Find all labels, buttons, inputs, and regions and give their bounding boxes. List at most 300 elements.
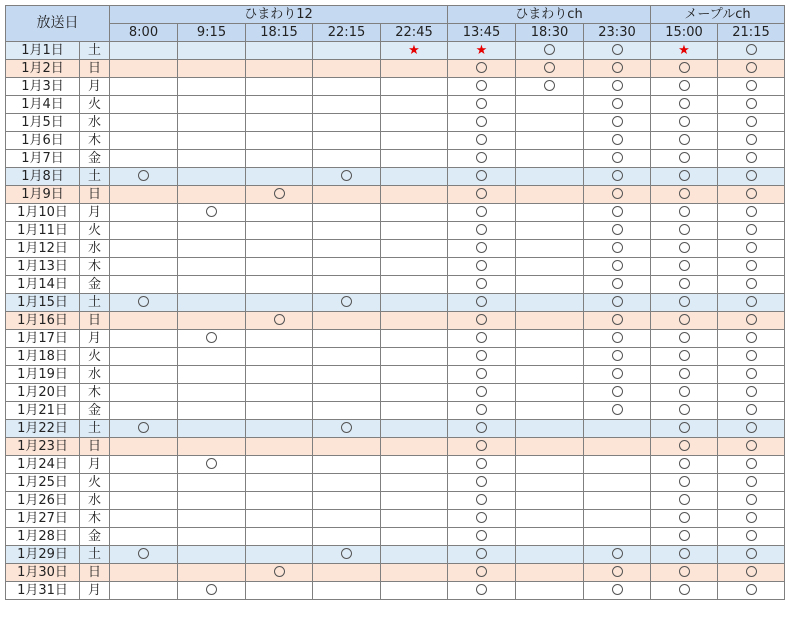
- slot-cell: [381, 456, 448, 474]
- slot-cell: [246, 150, 313, 168]
- date-cell: 1月10日: [6, 204, 80, 222]
- circle-mark: [476, 422, 487, 433]
- circle-mark: [679, 206, 690, 217]
- slot-cell: [381, 42, 448, 60]
- schedule-row: [6, 564, 785, 582]
- slot-cell: [313, 78, 381, 96]
- slot-cell: [110, 132, 178, 150]
- circle-mark: [612, 44, 623, 55]
- circle-mark: [679, 314, 690, 325]
- circle-mark: [746, 80, 757, 91]
- slot-cell: [584, 96, 651, 114]
- circle-mark: [746, 98, 757, 109]
- slot-cell: [651, 294, 718, 312]
- slot-cell: [246, 96, 313, 114]
- slot-cell: [178, 366, 246, 384]
- weekday-cell: 火: [80, 96, 110, 114]
- slot-cell: [651, 240, 718, 258]
- slot-cell: [178, 456, 246, 474]
- date-cell: 1月2日: [6, 60, 80, 78]
- slot-cell: [110, 474, 178, 492]
- slot-cell: [448, 510, 516, 528]
- slot-cell: [516, 510, 584, 528]
- slot-cell: [516, 78, 584, 96]
- slot-cell: [110, 168, 178, 186]
- group-header-himawari-ch: ひまわりch: [448, 6, 651, 24]
- time-header: 9:15: [178, 24, 246, 42]
- slot-cell: [313, 492, 381, 510]
- slot-cell: [651, 168, 718, 186]
- circle-mark: [476, 566, 487, 577]
- circle-mark: [138, 422, 149, 433]
- weekday-cell: 金: [80, 402, 110, 420]
- slot-cell: [381, 240, 448, 258]
- circle-mark: [679, 584, 690, 595]
- slot-cell: [313, 456, 381, 474]
- schedule-row: [6, 240, 785, 258]
- slot-cell: [110, 240, 178, 258]
- slot-cell: [178, 222, 246, 240]
- circle-mark: [746, 440, 757, 451]
- slot-cell: [516, 528, 584, 546]
- date-cell: 1月19日: [6, 366, 80, 384]
- circle-mark: [476, 476, 487, 487]
- slot-cell: [651, 528, 718, 546]
- slot-cell: [448, 456, 516, 474]
- circle-mark: [612, 188, 623, 199]
- slot-cell: [246, 132, 313, 150]
- slot-cell: [381, 78, 448, 96]
- date-cell: 1月7日: [6, 150, 80, 168]
- slot-cell: [718, 330, 785, 348]
- slot-cell: [516, 204, 584, 222]
- slot-cell: [110, 150, 178, 168]
- slot-cell: [448, 294, 516, 312]
- slot-cell: [313, 258, 381, 276]
- group-header-maple-ch: メープルch: [651, 6, 785, 24]
- slot-cell: [246, 276, 313, 294]
- slot-cell: [718, 492, 785, 510]
- circle-mark: [544, 80, 555, 91]
- circle-mark: [679, 440, 690, 451]
- schedule-row: [6, 528, 785, 546]
- circle-mark: [746, 206, 757, 217]
- slot-cell: [178, 240, 246, 258]
- circle-mark: [612, 224, 623, 235]
- slot-cell: [110, 420, 178, 438]
- slot-cell: [246, 294, 313, 312]
- circle-mark: [679, 476, 690, 487]
- weekday-cell: 金: [80, 528, 110, 546]
- circle-mark: [679, 386, 690, 397]
- weekday-cell: 月: [80, 204, 110, 222]
- slot-cell: [381, 330, 448, 348]
- slot-cell: [651, 384, 718, 402]
- circle-mark: [679, 494, 690, 505]
- slot-cell: [313, 60, 381, 78]
- slot-cell: [110, 528, 178, 546]
- slot-cell: [516, 132, 584, 150]
- slot-cell: [110, 78, 178, 96]
- slot-cell: [246, 582, 313, 600]
- circle-mark: [476, 80, 487, 91]
- circle-mark: [476, 134, 487, 145]
- slot-cell: [110, 330, 178, 348]
- slot-cell: [448, 438, 516, 456]
- slot-cell: [516, 564, 584, 582]
- slot-cell: [313, 96, 381, 114]
- circle-mark: [746, 476, 757, 487]
- circle-mark: [274, 314, 285, 325]
- circle-mark: [476, 584, 487, 595]
- circle-mark: [679, 116, 690, 127]
- date-cell: 1月25日: [6, 474, 80, 492]
- circle-mark: [746, 512, 757, 523]
- slot-cell: [651, 402, 718, 420]
- circle-mark: [746, 134, 757, 145]
- slot-cell: [110, 384, 178, 402]
- slot-cell: [178, 132, 246, 150]
- date-cell: 1月12日: [6, 240, 80, 258]
- circle-mark: [746, 314, 757, 325]
- circle-mark: [746, 62, 757, 73]
- slot-cell: [651, 492, 718, 510]
- time-header: 21:15: [718, 24, 785, 42]
- schedule-row: [6, 366, 785, 384]
- slot-cell: [246, 456, 313, 474]
- time-header: 8:00: [110, 24, 178, 42]
- slot-cell: [110, 348, 178, 366]
- circle-mark: [612, 584, 623, 595]
- slot-cell: [381, 168, 448, 186]
- weekday-cell: 木: [80, 510, 110, 528]
- slot-cell: [110, 204, 178, 222]
- slot-cell: [381, 492, 448, 510]
- weekday-cell: 日: [80, 438, 110, 456]
- slot-cell: [381, 366, 448, 384]
- slot-cell: [718, 186, 785, 204]
- slot-cell: [178, 348, 246, 366]
- slot-cell: [178, 168, 246, 186]
- circle-mark: [612, 386, 623, 397]
- schedule-row: [6, 168, 785, 186]
- slot-cell: [178, 330, 246, 348]
- circle-mark: [746, 386, 757, 397]
- slot-cell: [246, 60, 313, 78]
- slot-cell: [381, 294, 448, 312]
- circle-mark: [476, 530, 487, 541]
- slot-cell: [448, 222, 516, 240]
- slot-cell: [246, 330, 313, 348]
- slot-cell: [651, 510, 718, 528]
- time-header: 15:00: [651, 24, 718, 42]
- slot-cell: [381, 204, 448, 222]
- circle-mark: [679, 278, 690, 289]
- slot-cell: [516, 258, 584, 276]
- slot-cell: [516, 294, 584, 312]
- schedule-row: [6, 114, 785, 132]
- slot-cell: [178, 186, 246, 204]
- slot-cell: [178, 96, 246, 114]
- circle-mark: [746, 494, 757, 505]
- slot-cell: [110, 366, 178, 384]
- slot-cell: [448, 402, 516, 420]
- slot-cell: [718, 168, 785, 186]
- schedule-row: [6, 474, 785, 492]
- broadcast-date-header: 放送日: [6, 6, 110, 42]
- slot-cell: [110, 294, 178, 312]
- schedule-row: [6, 546, 785, 564]
- weekday-cell: 土: [80, 42, 110, 60]
- circle-mark: [612, 278, 623, 289]
- slot-cell: [651, 348, 718, 366]
- circle-mark: [679, 350, 690, 361]
- slot-cell: [110, 114, 178, 132]
- slot-cell: [381, 258, 448, 276]
- time-header: 22:45: [381, 24, 448, 42]
- slot-cell: [651, 96, 718, 114]
- slot-cell: [381, 276, 448, 294]
- weekday-cell: 土: [80, 546, 110, 564]
- slot-cell: [516, 438, 584, 456]
- circle-mark: [746, 332, 757, 343]
- schedule-row: [6, 132, 785, 150]
- circle-mark: [612, 350, 623, 361]
- circle-mark: [476, 332, 487, 343]
- weekday-cell: 月: [80, 456, 110, 474]
- circle-mark: [679, 242, 690, 253]
- slot-cell: [381, 510, 448, 528]
- slot-cell: [178, 528, 246, 546]
- slot-cell: [516, 42, 584, 60]
- circle-mark: [746, 584, 757, 595]
- slot-cell: [110, 492, 178, 510]
- slot-cell: [651, 276, 718, 294]
- slot-cell: [246, 78, 313, 96]
- slot-cell: [246, 564, 313, 582]
- date-cell: 1月30日: [6, 564, 80, 582]
- slot-cell: [313, 582, 381, 600]
- slot-cell: [178, 114, 246, 132]
- schedule-row: [6, 492, 785, 510]
- circle-mark: [476, 296, 487, 307]
- slot-cell: [246, 348, 313, 366]
- circle-mark: [612, 242, 623, 253]
- slot-cell: [381, 402, 448, 420]
- circle-mark: [612, 134, 623, 145]
- slot-cell: [651, 420, 718, 438]
- schedule-row: [6, 204, 785, 222]
- star-icon: ★: [678, 43, 690, 58]
- slot-cell: [178, 276, 246, 294]
- slot-cell: [516, 348, 584, 366]
- slot-cell: [516, 114, 584, 132]
- circle-mark: [679, 134, 690, 145]
- slot-cell: [178, 150, 246, 168]
- slot-cell: [313, 42, 381, 60]
- header-group-row: [6, 6, 785, 24]
- schedule-row: [6, 96, 785, 114]
- circle-mark: [746, 566, 757, 577]
- circle-mark: [476, 548, 487, 559]
- slot-cell: [110, 60, 178, 78]
- slot-cell: [448, 96, 516, 114]
- slot-cell: [110, 510, 178, 528]
- slot-cell: [584, 294, 651, 312]
- slot-cell: [246, 510, 313, 528]
- slot-cell: [246, 42, 313, 60]
- slot-cell: [516, 456, 584, 474]
- slot-cell: [718, 528, 785, 546]
- slot-cell: [110, 96, 178, 114]
- slot-cell: [246, 204, 313, 222]
- slot-cell: [178, 42, 246, 60]
- slot-cell: [584, 546, 651, 564]
- slot-cell: [246, 402, 313, 420]
- slot-cell: [584, 204, 651, 222]
- circle-mark: [138, 548, 149, 559]
- circle-mark: [274, 566, 285, 577]
- slot-cell: [718, 474, 785, 492]
- slot-cell: [584, 312, 651, 330]
- circle-mark: [476, 350, 487, 361]
- slot-cell: [718, 276, 785, 294]
- slot-cell: [584, 78, 651, 96]
- circle-mark: [476, 152, 487, 163]
- circle-mark: [746, 296, 757, 307]
- slot-cell: [584, 258, 651, 276]
- slot-cell: [381, 96, 448, 114]
- slot-cell: [651, 582, 718, 600]
- slot-cell: [584, 528, 651, 546]
- schedule-row: [6, 312, 785, 330]
- slot-cell: [313, 186, 381, 204]
- slot-cell: [651, 60, 718, 78]
- slot-cell: [516, 186, 584, 204]
- slot-cell: [516, 384, 584, 402]
- slot-cell: [110, 564, 178, 582]
- circle-mark: [612, 314, 623, 325]
- circle-mark: [679, 98, 690, 109]
- slot-cell: [718, 294, 785, 312]
- slot-cell: [718, 204, 785, 222]
- schedule-row: [6, 510, 785, 528]
- date-cell: 1月3日: [6, 78, 80, 96]
- slot-cell: [651, 150, 718, 168]
- slot-cell: [584, 474, 651, 492]
- circle-mark: [612, 62, 623, 73]
- slot-cell: [381, 420, 448, 438]
- circle-mark: [476, 278, 487, 289]
- slot-cell: [584, 402, 651, 420]
- weekday-cell: 木: [80, 132, 110, 150]
- schedule-row: [6, 456, 785, 474]
- slot-cell: [246, 492, 313, 510]
- slot-cell: [516, 312, 584, 330]
- weekday-cell: 水: [80, 366, 110, 384]
- circle-mark: [679, 332, 690, 343]
- date-cell: 1月27日: [6, 510, 80, 528]
- slot-cell: [381, 132, 448, 150]
- slot-cell: [651, 546, 718, 564]
- circle-mark: [679, 566, 690, 577]
- weekday-cell: 土: [80, 168, 110, 186]
- slot-cell: [110, 276, 178, 294]
- header-time-row: [6, 24, 785, 42]
- weekday-cell: 月: [80, 330, 110, 348]
- time-header: 22:15: [313, 24, 381, 42]
- slot-cell: [246, 168, 313, 186]
- weekday-cell: 金: [80, 150, 110, 168]
- circle-mark: [612, 332, 623, 343]
- circle-mark: [476, 188, 487, 199]
- slot-cell: [448, 348, 516, 366]
- circle-mark: [746, 278, 757, 289]
- circle-mark: [746, 224, 757, 235]
- slot-cell: [516, 150, 584, 168]
- slot-cell: [718, 546, 785, 564]
- slot-cell: [718, 42, 785, 60]
- circle-mark: [612, 296, 623, 307]
- date-cell: 1月16日: [6, 312, 80, 330]
- circle-mark: [679, 170, 690, 181]
- slot-cell: [381, 546, 448, 564]
- slot-cell: [584, 330, 651, 348]
- circle-mark: [341, 170, 352, 181]
- slot-cell: [381, 60, 448, 78]
- date-cell: 1月17日: [6, 330, 80, 348]
- circle-mark: [476, 314, 487, 325]
- slot-cell: [313, 402, 381, 420]
- slot-cell: [313, 168, 381, 186]
- schedule-row: [6, 438, 785, 456]
- slot-cell: [178, 204, 246, 222]
- slot-cell: [246, 384, 313, 402]
- date-cell: 1月18日: [6, 348, 80, 366]
- slot-cell: [110, 42, 178, 60]
- circle-mark: [476, 206, 487, 217]
- slot-cell: [516, 168, 584, 186]
- slot-cell: [448, 204, 516, 222]
- slot-cell: [584, 384, 651, 402]
- slot-cell: [584, 150, 651, 168]
- slot-cell: [584, 186, 651, 204]
- slot-cell: [584, 222, 651, 240]
- slot-cell: [381, 186, 448, 204]
- time-header: 13:45: [448, 24, 516, 42]
- circle-mark: [612, 260, 623, 271]
- slot-cell: [718, 384, 785, 402]
- circle-mark: [476, 260, 487, 271]
- circle-mark: [679, 512, 690, 523]
- slot-cell: [651, 438, 718, 456]
- slot-cell: [448, 168, 516, 186]
- date-cell: 1月22日: [6, 420, 80, 438]
- slot-cell: [718, 582, 785, 600]
- slot-cell: [651, 132, 718, 150]
- weekday-cell: 木: [80, 384, 110, 402]
- slot-cell: [313, 312, 381, 330]
- slot-cell: [313, 204, 381, 222]
- circle-mark: [679, 422, 690, 433]
- date-cell: 1月8日: [6, 168, 80, 186]
- slot-cell: [381, 114, 448, 132]
- circle-mark: [612, 368, 623, 379]
- slot-cell: [448, 186, 516, 204]
- circle-mark: [612, 548, 623, 559]
- slot-cell: [516, 366, 584, 384]
- slot-cell: [718, 510, 785, 528]
